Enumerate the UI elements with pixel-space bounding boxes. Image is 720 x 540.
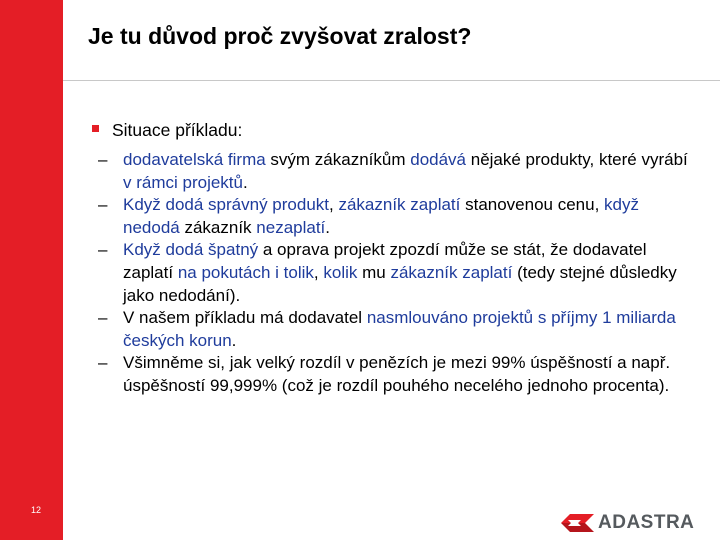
sub-bullet-item <box>98 239 698 307</box>
main-bullet-text: Situace příkladu: <box>112 120 243 140</box>
sub-bullet-list <box>98 149 698 398</box>
highlighted-text: zákazník zaplatí <box>390 262 513 282</box>
sub-bullet-item <box>98 194 698 239</box>
highlighted-text: Když dodá špatný <box>123 240 259 260</box>
bullet-text: stanovenou cenu, <box>460 195 605 215</box>
highlighted-text: kolik <box>323 262 358 282</box>
red-square-bullet-icon <box>92 125 99 132</box>
highlighted-text: nezaplatí <box>256 217 326 237</box>
adastra-logo <box>561 513 694 533</box>
bullet-text: . <box>242 172 248 192</box>
dash-bullet-icon: – <box>98 308 108 328</box>
highlighted-text: v rámci projektů <box>123 172 243 192</box>
sub-bullet-item <box>98 352 698 397</box>
left-accent-band <box>0 0 63 540</box>
title-divider <box>63 80 720 81</box>
bullet-text: a oprava projekt zpozdí může se stát, že dodavatel zaplatí <box>123 240 647 282</box>
highlighted-text: na pokutách i tolik <box>177 262 314 282</box>
bullet-text: . <box>231 330 237 350</box>
highlighted-text: dodavatelská firma <box>123 150 266 169</box>
bullet-text: mu <box>357 262 391 282</box>
bullet-text: nějaké produkty, které vyrábí <box>466 150 688 169</box>
bullet-text: , <box>313 262 324 282</box>
bullet-text: V našem příkladu má dodavatel <box>123 308 367 328</box>
bullet-text: . <box>325 217 331 237</box>
bullet-text: (tedy stejné důsledky jako nedodání). <box>123 262 677 305</box>
slide-title: Je tu důvod proč zvyšovat zralost? <box>88 23 472 49</box>
slide-number: 12 <box>31 505 42 515</box>
highlighted-text: dodává <box>410 150 467 169</box>
dash-bullet-icon: – <box>98 353 108 373</box>
logo-text: ADASTRA <box>598 512 695 533</box>
bullet-text: , <box>329 195 339 215</box>
bullet-text: svým zákazníkům <box>265 150 411 169</box>
dash-bullet-icon: – <box>98 195 108 215</box>
bullet-text: Všimněme si, jak velký rozdíl v penězích je mezi 99% úspěšností a např. úspěšností 99,999% (což je rozdíl pouhého necelého jednoho procenta). <box>123 353 671 395</box>
dash-bullet-icon: – <box>98 150 108 169</box>
highlighted-text: zákazník zaplatí <box>338 195 461 215</box>
bullet-text: zákazník <box>179 217 257 237</box>
sub-bullet-item <box>98 307 698 352</box>
highlighted-text: když nedodá <box>123 195 640 237</box>
adastra-logo-icon <box>561 514 595 532</box>
sub-bullet-item <box>98 149 698 194</box>
dash-bullet-icon: – <box>98 240 108 260</box>
highlighted-text: nasmlouváno projektů s příjmy 1 miliarda českých korun <box>123 308 676 350</box>
highlighted-text: Když dodá správný produkt <box>123 195 330 215</box>
